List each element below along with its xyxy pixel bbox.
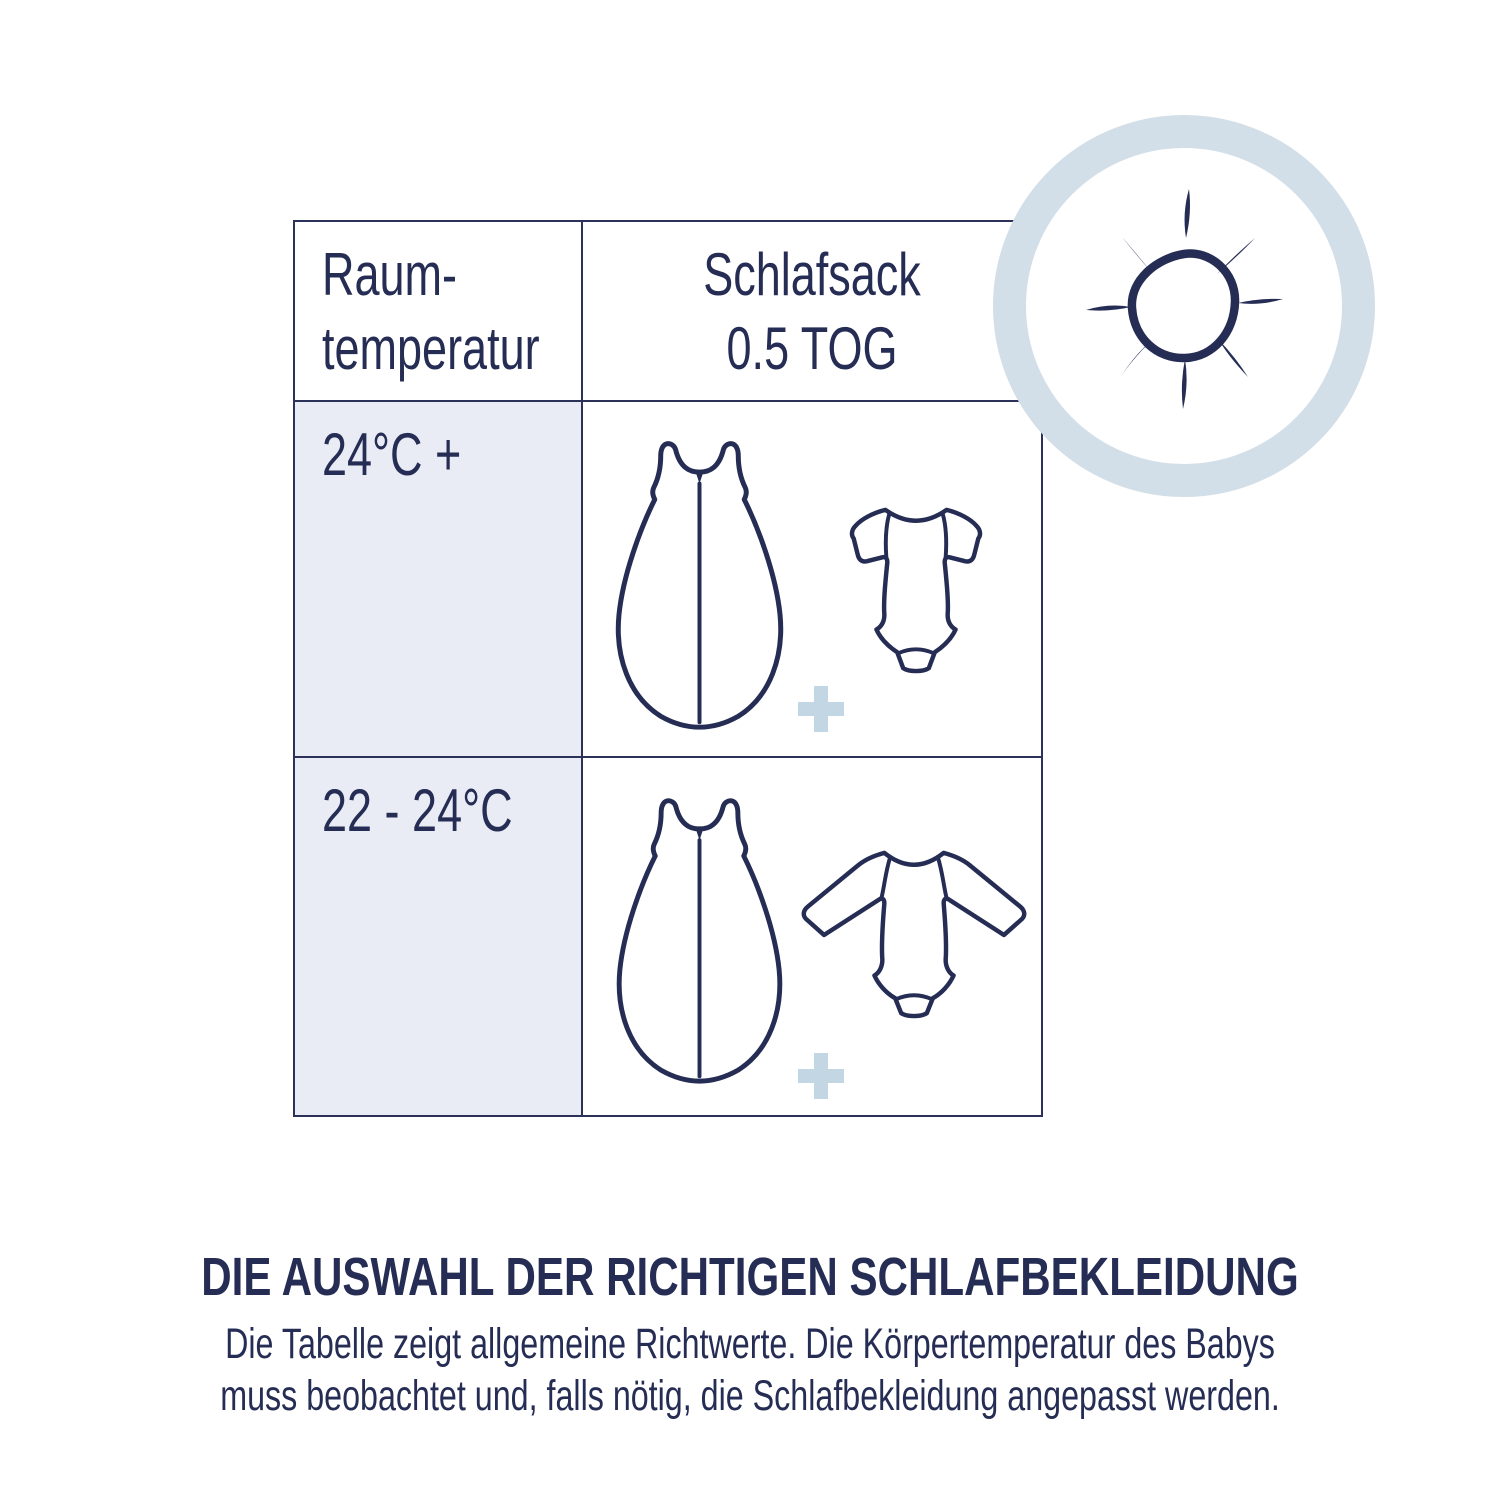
temperature-label: 24°C + bbox=[322, 421, 462, 488]
garments-cell-22-24 bbox=[583, 758, 1041, 1115]
sun-badge bbox=[993, 115, 1375, 497]
plus-icon bbox=[798, 686, 844, 732]
plus-icon bbox=[798, 1053, 844, 1099]
temperature-cell-22-24 bbox=[295, 758, 583, 1115]
temperature-cell-24plus bbox=[295, 402, 583, 758]
header-room-temperature bbox=[295, 222, 583, 402]
footer-body-line2: muss beobachtet und, falls nötig, die Schlafbekleidung angepasst werden. bbox=[220, 1372, 1280, 1420]
header-sleeping-bag-line1: Schlafsack bbox=[703, 241, 921, 308]
short-sleeve-bodysuit-icon bbox=[841, 498, 991, 676]
footer-body bbox=[0, 1318, 1500, 1422]
garments-cell-24plus bbox=[583, 402, 1041, 758]
temperature-label: 22 - 24°C bbox=[322, 777, 513, 844]
header-room-temperature-line2: temperatur bbox=[322, 315, 540, 382]
footer-body-line1: Die Tabelle zeigt allgemeine Richtwerte. Die Körpertemperatur des Babys bbox=[225, 1320, 1275, 1368]
footer-heading: DIE AUSWAHL DER RICHTIGEN SCHLAFBEKLEIDUNG bbox=[201, 1247, 1299, 1307]
header-sleeping-bag-line2: 0.5 TOG bbox=[726, 315, 898, 382]
sleeping-bag-icon bbox=[611, 793, 788, 1088]
sun-icon bbox=[1064, 186, 1304, 426]
temperature-guide-table bbox=[293, 220, 1043, 1117]
header-sleeping-bag-tog bbox=[583, 222, 1041, 402]
header-room-temperature-line1: Raum- bbox=[322, 241, 458, 308]
sleeping-bag-icon bbox=[611, 435, 788, 735]
long-sleeve-bodysuit-icon bbox=[798, 843, 1031, 1021]
